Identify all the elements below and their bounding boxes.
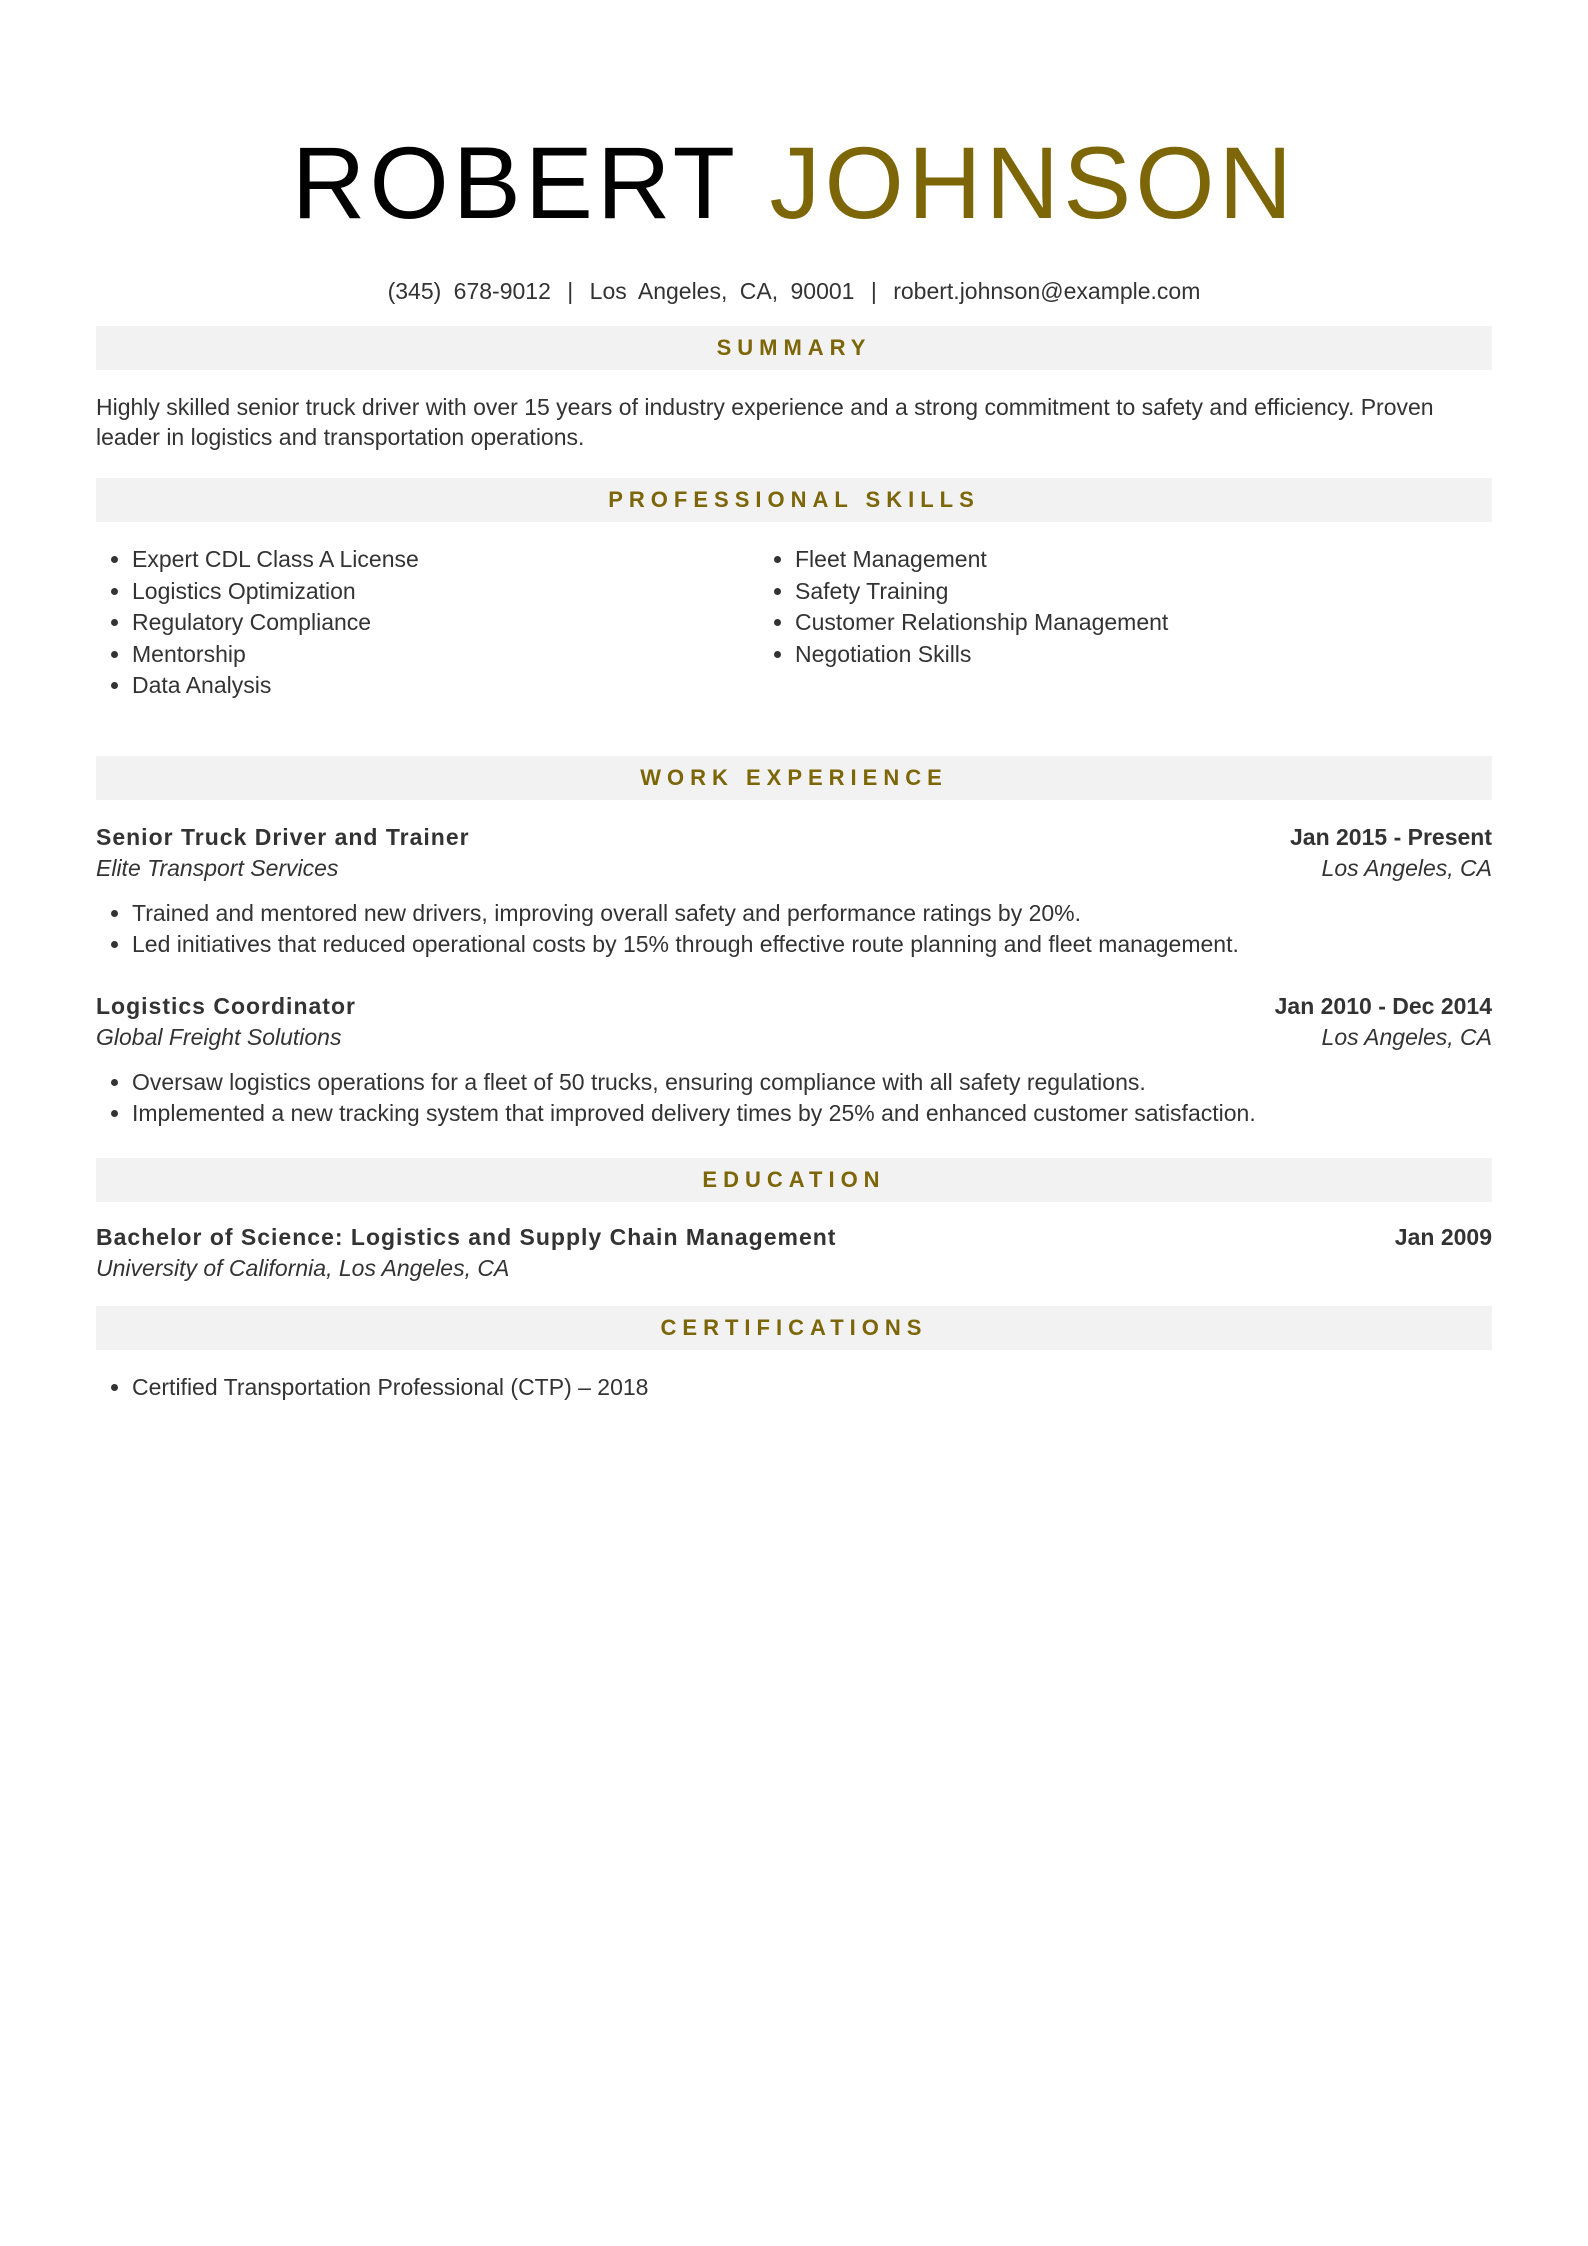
education-entry — [96, 1222, 1492, 1284]
skills-list-right — [759, 544, 1422, 702]
contact-line — [96, 276, 1492, 306]
skill-item: • Negotiation Skills — [795, 639, 1422, 671]
job-entry — [96, 991, 1492, 1130]
resume-page — [96, 0, 1492, 1403]
skill-item: • Customer Relationship Management — [795, 607, 1422, 639]
education-heading: EDUCATION — [96, 1158, 1492, 1202]
job-bullets — [96, 898, 1492, 961]
certification-item: • Certified Transportation Professional (CTP) – 2018 — [132, 1372, 1492, 1403]
job-company: Global Freight Solutions — [96, 1023, 342, 1050]
skills-list-left — [96, 544, 759, 702]
skill-item: • Safety Training — [795, 576, 1422, 608]
job-bullet: • Oversaw logistics operations for a fleet of 50 trucks, ensuring compliance with all safety regulations. — [132, 1067, 1492, 1099]
job-location: Los Angeles, CA — [1321, 854, 1492, 881]
location: Los Angeles, CA, 90001 — [589, 278, 855, 304]
first-name: ROBERT — [291, 126, 738, 240]
phone-number: (345) 678-9012 — [387, 278, 551, 304]
job-dates: Jan 2015 - Present — [1289, 823, 1492, 850]
skill-item: • Data Analysis — [132, 670, 759, 702]
skill-item: • Mentorship — [132, 639, 759, 671]
job-entry — [96, 822, 1492, 961]
job-company: Elite Transport Services — [96, 854, 339, 881]
job-bullet: • Trained and mentored new drivers, improving overall safety and performance ratings by 20%. — [132, 898, 1492, 930]
school: University of California, Los Angeles, CA — [96, 1254, 510, 1281]
skill-item: • Fleet Management — [795, 544, 1422, 576]
contact-separator: | — [567, 278, 574, 304]
skill-item: • Regulatory Compliance — [132, 607, 759, 639]
job-title: Logistics Coordinator — [96, 992, 356, 1019]
email-address: robert.johnson@example.com — [893, 278, 1201, 304]
summary-text: Highly skilled senior truck driver with over 15 years of industry experience and a strong commitment to safety and efficiency. Proven leader in logistics and transportation operations. — [96, 394, 1434, 450]
job-dates: Jan 2010 - Dec 2014 — [1274, 992, 1492, 1019]
contact-separator: | — [870, 278, 877, 304]
skills-columns — [96, 544, 1492, 702]
candidate-name — [96, 124, 1492, 242]
skill-item: • Logistics Optimization — [132, 576, 759, 608]
certifications-list — [96, 1372, 1492, 1403]
job-bullet: • Led initiatives that reduced operational costs by 15% through effective route planning and fleet management. — [132, 929, 1492, 961]
work-experience-heading: WORK EXPERIENCE — [96, 756, 1492, 800]
job-title: Senior Truck Driver and Trainer — [96, 823, 470, 850]
job-bullets — [96, 1067, 1492, 1130]
summary-heading: SUMMARY — [96, 326, 1492, 370]
job-location: Los Angeles, CA — [1321, 1023, 1492, 1050]
education-date: Jan 2009 — [1394, 1223, 1492, 1250]
skills-heading: PROFESSIONAL SKILLS — [96, 478, 1492, 522]
job-bullet: • Implemented a new tracking system that improved delivery times by 25% and enhanced customer satisfaction. — [132, 1098, 1492, 1130]
skill-item: • Expert CDL Class A License — [132, 544, 759, 576]
certifications-heading: CERTIFICATIONS — [96, 1306, 1492, 1350]
degree: Bachelor of Science: Logistics and Supply Chain Management — [96, 1223, 837, 1250]
last-name: JOHNSON — [769, 126, 1297, 240]
